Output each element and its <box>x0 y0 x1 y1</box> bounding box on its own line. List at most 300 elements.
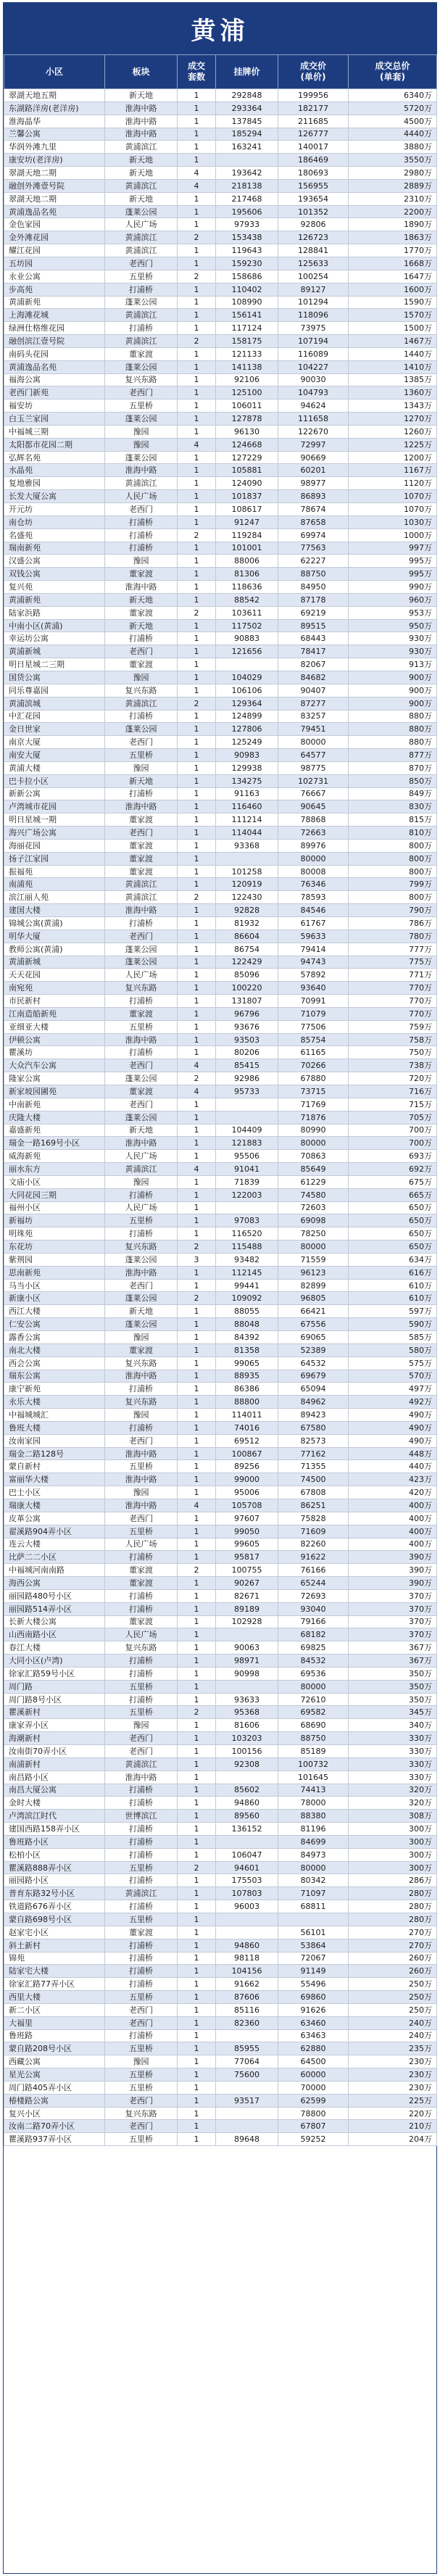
cell-name: 黄浦逸品名苑 <box>4 360 105 373</box>
cell-deal-unit-price: 74580 <box>278 1188 349 1201</box>
cell-plate: 五里桥 <box>105 2081 178 2094</box>
cell-count: 2 <box>178 1706 216 1719</box>
cell-listing-price <box>216 2029 278 2042</box>
cell-plate: 淮海中路 <box>105 1499 178 1512</box>
cell-listing-price: 89648 <box>216 2133 278 2146</box>
cell-deal-total-price: 950万 <box>349 619 437 632</box>
cell-count: 1 <box>178 904 216 917</box>
cell-plate: 豫园 <box>105 671 178 684</box>
cell-name: 南北大楼 <box>4 1343 105 1357</box>
district-title: 黄浦 <box>4 3 436 54</box>
cell-deal-total-price: 250万 <box>349 2003 437 2016</box>
cell-name: 汝南二路70弄小区 <box>4 2120 105 2133</box>
table-row <box>4 115 437 128</box>
cell-deal-unit-price: 89515 <box>278 619 349 632</box>
cell-count: 1 <box>178 1641 216 1654</box>
cell-deal-total-price: 204万 <box>349 2133 437 2146</box>
cell-listing-price <box>216 154 278 167</box>
cell-deal-total-price: 1200万 <box>349 451 437 464</box>
cell-count: 1 <box>178 1447 216 1460</box>
table-row <box>4 632 437 645</box>
cell-plate: 董家渡 <box>105 568 178 581</box>
cell-listing-price: 96003 <box>216 1900 278 1913</box>
cell-deal-unit-price: 78593 <box>278 891 349 904</box>
cell-count: 1 <box>178 1848 216 1861</box>
cell-deal-total-price: 1343万 <box>349 399 437 413</box>
cell-listing-price: 74016 <box>216 1421 278 1434</box>
cell-deal-total-price: 650万 <box>349 1241 437 1254</box>
cell-plate: 董家渡 <box>105 1564 178 1577</box>
cell-name: 西江大楼 <box>4 1305 105 1318</box>
cell-name: 新康小区 <box>4 1292 105 1305</box>
cell-count: 1 <box>178 1305 216 1318</box>
table-row <box>4 1098 437 1111</box>
cell-deal-unit-price: 186469 <box>278 154 349 167</box>
cell-count: 2 <box>178 1564 216 1577</box>
cell-listing-price: 93503 <box>216 1033 278 1046</box>
cell-listing-price: 85096 <box>216 969 278 982</box>
cell-count: 1 <box>178 542 216 555</box>
cell-deal-unit-price: 72693 <box>278 1589 349 1602</box>
table-row <box>4 1137 437 1150</box>
cell-deal-unit-price: 84699 <box>278 1835 349 1848</box>
table-row <box>4 192 437 205</box>
cell-listing-price: 129938 <box>216 761 278 774</box>
cell-listing-price <box>216 1913 278 1926</box>
cell-plate: 打浦桥 <box>105 995 178 1008</box>
cell-plate: 打浦桥 <box>105 1900 178 1913</box>
cell-listing-price: 99050 <box>216 1525 278 1538</box>
cell-deal-unit-price: 67808 <box>278 1486 349 1499</box>
cell-name: 市民新村 <box>4 995 105 1008</box>
table-row <box>4 1227 437 1241</box>
cell-plate: 复兴东路 <box>105 684 178 697</box>
cell-count: 1 <box>178 1538 216 1551</box>
cell-name: 兰馨公寓 <box>4 128 105 141</box>
cell-count: 1 <box>178 995 216 1008</box>
cell-deal-unit-price: 72997 <box>278 438 349 451</box>
cell-count: 1 <box>178 309 216 322</box>
cell-count: 1 <box>178 373 216 386</box>
cell-name: 太阳都市花园二期 <box>4 438 105 451</box>
cell-plate: 五里桥 <box>105 1525 178 1538</box>
cell-listing-price: 84392 <box>216 1331 278 1344</box>
cell-listing-price: 185294 <box>216 128 278 141</box>
table-row <box>4 1383 437 1396</box>
cell-name: 海丽花园 <box>4 839 105 852</box>
cell-plate: 淮海中路 <box>105 128 178 141</box>
cell-listing-price: 127806 <box>216 723 278 736</box>
cell-deal-total-price: 330万 <box>349 1757 437 1771</box>
cell-count: 2 <box>178 1072 216 1085</box>
cell-plate: 蓬莱公园 <box>105 956 178 969</box>
cell-name: 康安坊(老洋房) <box>4 154 105 167</box>
cell-count: 1 <box>178 257 216 270</box>
cell-plate: 打浦桥 <box>105 1693 178 1706</box>
cell-count: 1 <box>178 1383 216 1396</box>
cell-plate: 豫园 <box>105 1486 178 1499</box>
cell-name: 福海公寓 <box>4 373 105 386</box>
cell-deal-total-price: 300万 <box>349 1835 437 1848</box>
cell-plate: 五里桥 <box>105 2042 178 2055</box>
table-row <box>4 477 437 490</box>
cell-deal-unit-price: 77563 <box>278 542 349 555</box>
table-row <box>4 218 437 231</box>
cell-count: 1 <box>178 1913 216 1926</box>
cell-deal-unit-price: 84973 <box>278 1848 349 1861</box>
cell-deal-unit-price: 84532 <box>278 1654 349 1668</box>
header-deal-total-price: 成交总价 (单套) <box>349 55 437 89</box>
cell-plate: 打浦桥 <box>105 1823 178 1836</box>
cell-listing-price: 159230 <box>216 257 278 270</box>
cell-deal-total-price: 330万 <box>349 1732 437 1745</box>
header-count: 成交 套数 <box>178 55 216 89</box>
cell-deal-unit-price: 90407 <box>278 684 349 697</box>
table-row <box>4 827 437 840</box>
cell-deal-unit-price: 80000 <box>278 736 349 749</box>
cell-listing-price: 122003 <box>216 1188 278 1201</box>
cell-count: 2 <box>178 1241 216 1254</box>
cell-count: 1 <box>178 736 216 749</box>
table-row <box>4 1266 437 1279</box>
cell-deal-total-price: 675万 <box>349 1175 437 1188</box>
cell-count: 1 <box>178 787 216 800</box>
table-row <box>4 1072 437 1085</box>
cell-listing-price: 119284 <box>216 529 278 542</box>
cell-deal-total-price: 930万 <box>349 632 437 645</box>
cell-listing-price: 81358 <box>216 1343 278 1357</box>
cell-count: 2 <box>178 529 216 542</box>
table-row <box>4 1007 437 1020</box>
cell-listing-price: 82360 <box>216 2016 278 2029</box>
cell-count: 1 <box>178 1201 216 1214</box>
table-row <box>4 464 437 477</box>
cell-listing-price: 121656 <box>216 645 278 658</box>
table-row <box>4 141 437 154</box>
cell-name: 瑞金一路169号小区 <box>4 1137 105 1150</box>
cell-listing-price: 88048 <box>216 1318 278 1331</box>
table-row <box>4 1835 437 1848</box>
table-row <box>4 205 437 218</box>
cell-count: 4 <box>178 1163 216 1176</box>
cell-deal-unit-price: 69679 <box>278 1370 349 1383</box>
cell-deal-unit-price: 77162 <box>278 1447 349 1460</box>
cell-deal-total-price: 570万 <box>349 1370 437 1383</box>
table-row <box>4 386 437 399</box>
table-row <box>4 167 437 180</box>
cell-deal-total-price: 6340万 <box>349 89 437 102</box>
cell-plate: 豫园 <box>105 1331 178 1344</box>
cell-listing-price: 118636 <box>216 581 278 594</box>
cell-name: 徐家汇路59号小区 <box>4 1667 105 1680</box>
cell-name: 南昌大厦公寓 <box>4 1784 105 1797</box>
cell-listing-price: 93368 <box>216 839 278 852</box>
cell-count: 1 <box>178 1434 216 1447</box>
cell-deal-unit-price: 128841 <box>278 244 349 257</box>
cell-plate: 豫园 <box>105 1175 178 1188</box>
cell-name: 仁安公寓 <box>4 1318 105 1331</box>
cell-count: 1 <box>178 1473 216 1486</box>
cell-deal-total-price: 286万 <box>349 1874 437 1887</box>
cell-count: 1 <box>178 917 216 930</box>
cell-name: 汝南街70弄小区 <box>4 1745 105 1758</box>
cell-plate: 黄浦滨江 <box>105 231 178 244</box>
table-row <box>4 684 437 697</box>
cell-count: 1 <box>178 1926 216 1939</box>
table-row <box>4 89 437 102</box>
cell-name: 威海新苑 <box>4 1150 105 1163</box>
cell-plate: 豫园 <box>105 438 178 451</box>
cell-count: 1 <box>178 865 216 878</box>
cell-deal-total-price: 1890万 <box>349 218 437 231</box>
cell-deal-unit-price: 80008 <box>278 865 349 878</box>
cell-deal-unit-price: 65244 <box>278 1577 349 1590</box>
cell-name: 露香公寓 <box>4 1331 105 1344</box>
cell-name: 汉盛公寓 <box>4 555 105 568</box>
cell-name: 嘉盛新苑 <box>4 1124 105 1137</box>
table-row <box>4 1305 437 1318</box>
cell-name: 教师公寓(黄浦) <box>4 943 105 956</box>
cell-deal-unit-price: 126777 <box>278 128 349 141</box>
cell-deal-total-price: 280万 <box>349 1900 437 1913</box>
cell-count: 1 <box>178 503 216 516</box>
cell-name: 南仓坊 <box>4 515 105 529</box>
cell-deal-unit-price: 67556 <box>278 1318 349 1331</box>
cell-name: 翠湖天地二期 <box>4 192 105 205</box>
cell-deal-total-price: 2980万 <box>349 167 437 180</box>
cell-listing-price: 77064 <box>216 2055 278 2068</box>
cell-deal-total-price: 1600万 <box>349 283 437 296</box>
cell-listing-price: 90883 <box>216 632 278 645</box>
table-row <box>4 1046 437 1059</box>
table-row <box>4 619 437 632</box>
cell-count: 1 <box>178 1654 216 1668</box>
cell-plate: 黄浦滨江 <box>105 141 178 154</box>
cell-name: 翠湖天地五期 <box>4 89 105 102</box>
table-row <box>4 658 437 671</box>
cell-deal-total-price: 420万 <box>349 1486 437 1499</box>
cell-deal-total-price: 2889万 <box>349 179 437 192</box>
cell-name: 斜土新村 <box>4 1939 105 1952</box>
cell-listing-price: 102928 <box>216 1615 278 1628</box>
table-row <box>4 1357 437 1370</box>
report-sheet <box>3 2 437 2574</box>
cell-count: 1 <box>178 1693 216 1706</box>
table-row <box>4 1512 437 1525</box>
table-row <box>4 761 437 774</box>
cell-deal-total-price: 2200万 <box>349 205 437 218</box>
table-row <box>4 1059 437 1072</box>
table-row <box>4 425 437 438</box>
cell-plate: 董家渡 <box>105 865 178 878</box>
cell-plate: 复兴东路 <box>105 1641 178 1654</box>
cell-name: 中南新苑 <box>4 1098 105 1111</box>
cell-deal-unit-price: 80000 <box>278 1680 349 1693</box>
cell-name: 周门路8号小区 <box>4 1693 105 1706</box>
cell-count: 1 <box>178 1589 216 1602</box>
cell-plate: 蓬莱公园 <box>105 360 178 373</box>
cell-count: 1 <box>178 929 216 943</box>
cell-deal-unit-price: 94624 <box>278 399 349 413</box>
table-row <box>4 309 437 322</box>
cell-deal-total-price: 1225万 <box>349 438 437 451</box>
table-row <box>4 852 437 865</box>
cell-listing-price: 86754 <box>216 943 278 956</box>
cell-name: 周门路405弄小区 <box>4 2081 105 2094</box>
table-row <box>4 373 437 386</box>
cell-listing-price: 124899 <box>216 710 278 723</box>
cell-deal-unit-price: 82260 <box>278 1538 349 1551</box>
cell-plate: 老西门 <box>105 1279 178 1292</box>
cell-listing-price: 85415 <box>216 1059 278 1072</box>
table-row <box>4 1732 437 1745</box>
cell-deal-unit-price: 92806 <box>278 218 349 231</box>
cell-listing-price <box>216 1926 278 1939</box>
cell-deal-total-price: 650万 <box>349 1214 437 1227</box>
cell-count: 4 <box>178 167 216 180</box>
cell-listing-price <box>216 2120 278 2133</box>
cell-name: 融创滨江壹号院 <box>4 335 105 348</box>
table-row <box>4 1564 437 1577</box>
cell-deal-unit-price: 69098 <box>278 1214 349 1227</box>
cell-name: 融创外滩壹号院 <box>4 179 105 192</box>
cell-listing-price: 94860 <box>216 1939 278 1952</box>
cell-plate: 蓬莱公园 <box>105 451 178 464</box>
cell-name: 瞿溪路937弄小区 <box>4 2133 105 2146</box>
cell-count: 1 <box>178 1732 216 1745</box>
table-row <box>4 1784 437 1797</box>
table-row <box>4 813 437 827</box>
cell-deal-total-price: 400万 <box>349 1538 437 1551</box>
cell-deal-total-price: 770万 <box>349 982 437 995</box>
cell-plate: 老西门 <box>105 1732 178 1745</box>
cell-deal-total-price: 1360万 <box>349 386 437 399</box>
cell-plate: 老西门 <box>105 257 178 270</box>
cell-deal-unit-price: 80000 <box>278 1861 349 1874</box>
cell-listing-price: 108990 <box>216 296 278 309</box>
cell-count: 4 <box>178 179 216 192</box>
cell-name: 南浦苑 <box>4 878 105 891</box>
cell-plate: 打浦桥 <box>105 1227 178 1241</box>
cell-deal-unit-price: 59252 <box>278 2133 349 2146</box>
cell-plate: 淮海中路 <box>105 581 178 594</box>
cell-deal-unit-price: 89976 <box>278 839 349 852</box>
table-row <box>4 1370 437 1383</box>
cell-listing-price: 99065 <box>216 1357 278 1370</box>
table-row <box>4 1124 437 1137</box>
cell-deal-total-price: 830万 <box>349 800 437 813</box>
cell-listing-price: 92106 <box>216 373 278 386</box>
cell-count: 1 <box>178 360 216 373</box>
cell-count: 1 <box>178 839 216 852</box>
table-row <box>4 1991 437 2004</box>
cell-plate: 五里桥 <box>105 1991 178 2004</box>
cell-deal-unit-price: 63463 <box>278 2029 349 2042</box>
cell-listing-price: 93482 <box>216 1253 278 1266</box>
cell-deal-unit-price: 199956 <box>278 89 349 102</box>
cell-name: 卢湾城市花园 <box>4 800 105 813</box>
cell-listing-price: 156141 <box>216 309 278 322</box>
cell-deal-unit-price: 85189 <box>278 1745 349 1758</box>
cell-listing-price: 88935 <box>216 1370 278 1383</box>
cell-count: 1 <box>178 671 216 684</box>
cell-deal-total-price: 1410万 <box>349 360 437 373</box>
cell-count: 1 <box>178 1719 216 1732</box>
cell-plate: 五里桥 <box>105 1460 178 1473</box>
cell-deal-unit-price: 82067 <box>278 658 349 671</box>
table-row <box>4 1318 437 1331</box>
cell-count: 1 <box>178 1318 216 1331</box>
cell-listing-price: 115488 <box>216 1241 278 1254</box>
cell-deal-unit-price: 84546 <box>278 904 349 917</box>
cell-name: 复兴小区 <box>4 2107 105 2120</box>
table-row <box>4 1538 437 1551</box>
cell-plate: 老西门 <box>105 1745 178 1758</box>
cell-listing-price: 108617 <box>216 503 278 516</box>
cell-listing-price: 104409 <box>216 1124 278 1137</box>
cell-name: 丽园路小区 <box>4 1874 105 1887</box>
cell-deal-total-price: 960万 <box>349 593 437 606</box>
cell-plate: 打浦桥 <box>105 1046 178 1059</box>
cell-listing-price: 99441 <box>216 1279 278 1292</box>
cell-deal-unit-price: 76667 <box>278 787 349 800</box>
cell-plate: 董家渡 <box>105 1577 178 1590</box>
cell-plate: 黄浦滨江 <box>105 309 178 322</box>
cell-deal-unit-price: 88750 <box>278 1732 349 1745</box>
cell-deal-total-price: 715万 <box>349 1098 437 1111</box>
cell-count: 1 <box>178 1396 216 1409</box>
cell-deal-total-price: 880万 <box>349 723 437 736</box>
cell-deal-total-price: 390万 <box>349 1577 437 1590</box>
cell-name: 赵家宅小区 <box>4 1926 105 1939</box>
table-row <box>4 1887 437 1900</box>
cell-deal-total-price: 1668万 <box>349 257 437 270</box>
cell-deal-unit-price: 79166 <box>278 1615 349 1628</box>
cell-listing-price: 122429 <box>216 956 278 969</box>
table-row <box>4 1641 437 1654</box>
cell-deal-total-price: 900万 <box>349 684 437 697</box>
cell-name: 黄浦滨城 <box>4 697 105 710</box>
cell-name: 海西公寓 <box>4 1577 105 1590</box>
cell-deal-total-price: 705万 <box>349 1111 437 1124</box>
cell-listing-price: 96130 <box>216 425 278 438</box>
cell-name: 思南新苑 <box>4 1266 105 1279</box>
cell-deal-unit-price: 96123 <box>278 1266 349 1279</box>
cell-deal-unit-price: 61165 <box>278 1046 349 1059</box>
cell-deal-unit-price: 69825 <box>278 1641 349 1654</box>
cell-deal-total-price: 1385万 <box>349 373 437 386</box>
cell-name: 康家弄小区 <box>4 1719 105 1732</box>
cell-deal-total-price: 350万 <box>349 1667 437 1680</box>
cell-count: 1 <box>178 102 216 115</box>
cell-plate: 打浦桥 <box>105 1784 178 1797</box>
cell-name: 黄浦逸品名苑 <box>4 205 105 218</box>
cell-deal-unit-price: 57892 <box>278 969 349 982</box>
table-row <box>4 360 437 373</box>
cell-plate: 世博滨江 <box>105 1810 178 1823</box>
cell-deal-total-price: 770万 <box>349 995 437 1008</box>
table-row <box>4 2133 437 2146</box>
cell-name: 大众汽车公寓 <box>4 1059 105 1072</box>
cell-deal-total-price: 240万 <box>349 2029 437 2042</box>
cell-listing-price: 90998 <box>216 1667 278 1680</box>
cell-count: 1 <box>178 2120 216 2133</box>
cell-deal-total-price: 634万 <box>349 1253 437 1266</box>
table-row <box>4 956 437 969</box>
cell-deal-total-price: 280万 <box>349 1887 437 1900</box>
cell-name: 长发大厦公寓 <box>4 490 105 503</box>
cell-deal-unit-price: 86893 <box>278 490 349 503</box>
